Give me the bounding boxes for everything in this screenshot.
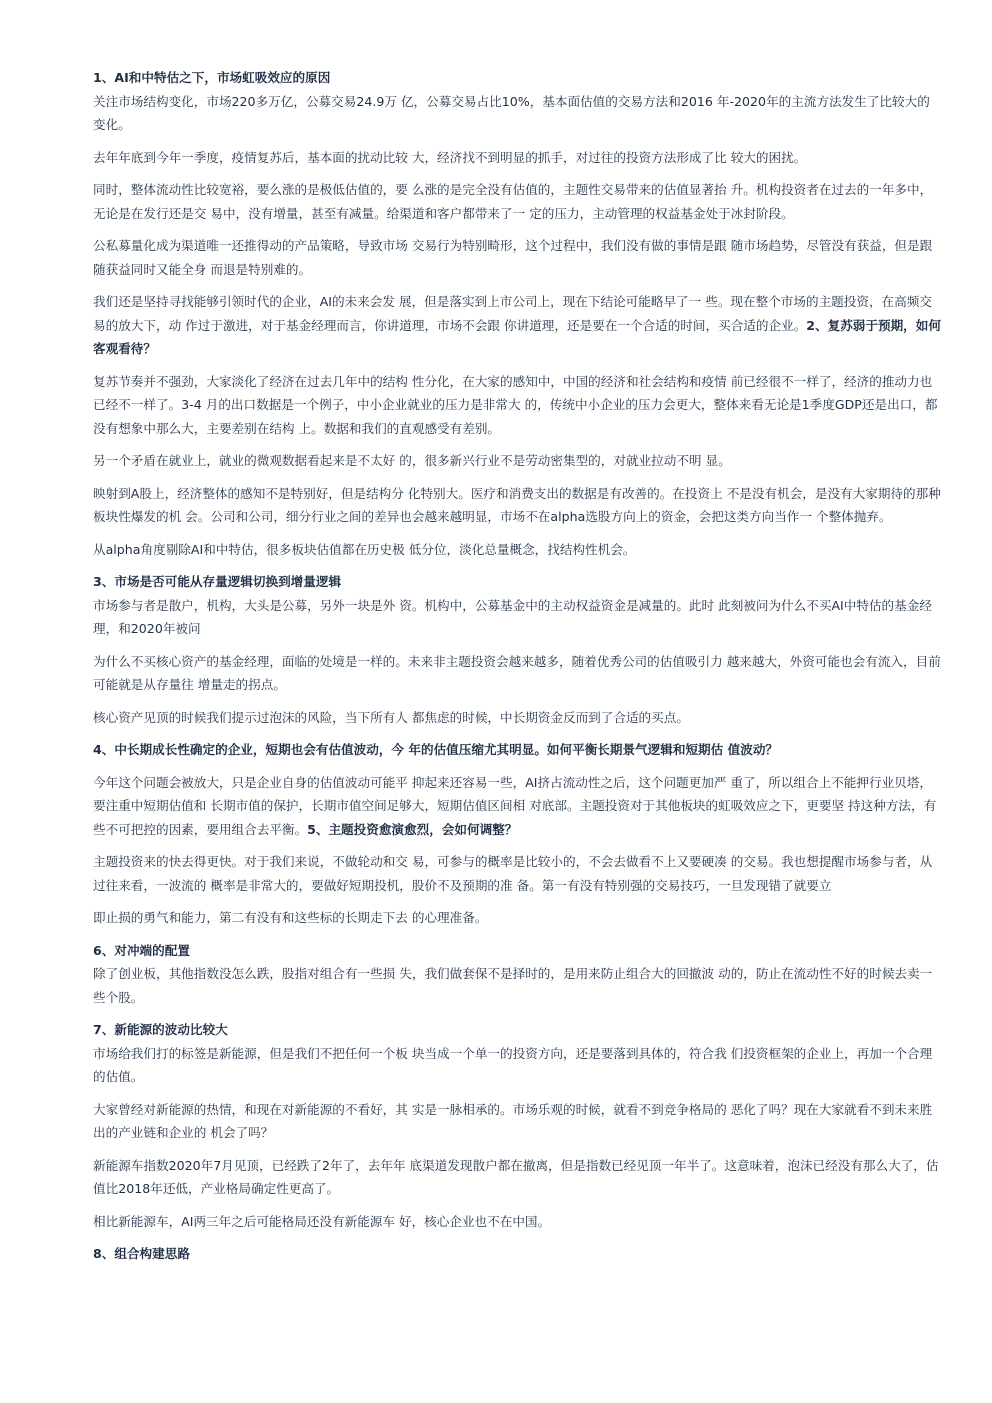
section-6-heading: 6、对冲端的配置 [93,942,190,958]
section-3-heading: 3、市场是否可能从存量逻辑切换到增量逻辑 [93,574,342,589]
section-2-paragraph-2: 另一个矛盾在就业上，就业的微观数据看起来是不太好 的，很多新兴行业不是劳动密集型的，对就业拉动不明 显。 [93,453,731,468]
section-7-paragraph-4: 相比新能源车，AI两三年之后可能格局还没有新能源车 好，核心企业也不在中国。 [93,1213,551,1229]
section-3-paragraph-1: 市场参与者是散户，机构，大头是公募，另外一块是外 资。机构中，公募基金中的主动权益资金是减量的。此时 此刻被问为什么不买AI中特估的基金经理，和2020年被问 [93,597,932,636]
section-6-paragraph-1: 除了创业板，其他指数没怎么跌，股指对组合有一些损 失，我们做套保不是择时的，是用来防止组合大的回撤波 动的，防止在流动性不好的时候去卖一些个股。 [93,966,933,1005]
section-4-heading: 4、中长期成长性确定的企业，短期也会有估值波动，今 年的估值压缩尤其明显。如何平衡长期景气逻辑和短期估 值波动？ [93,742,779,757]
section-5-paragraph-2: 即止损的勇气和能力，第二有没有和这些标的长期走下去 的心理准备。 [93,910,488,925]
section-1-heading: 1、AI和中特估之下，市场虹吸效应的原因 [93,70,331,85]
section-1-paragraph-2: 去年年底到今年一季度，疫情复苏后，基本面的扰动比较 大，经济找不到明显的抓手，对过往的投资方法形成了比 较大的困扰。 [93,149,807,165]
section-7-paragraph-3: 新能源车指数2020年7月见顶，已经跌了2年了，去年年 底渠道发现散户都在撤离，但是指数已经见顶一年半了。这意味着，泡沫已经没有那么大了，估值比2018年还低，产业格局确定性更高了。 [93,1157,939,1196]
section-1-paragraph-3: 同时，整体流动性比较宽裕，要么涨的是极低估值的，要 么涨的是完全没有估值的，主题性交易带来的估值显著抬 升。机构投资者在过去的一年多中，无论是在发行还是交 易中，没有增量，甚至有减量。给渠道和客户都带来了一 定的压力，主动管理的权益基金处于冰封阶段。 [93,182,933,221]
section-1-paragraph-4: 公私募量化成为渠道唯一还推得动的产品策略，导致市场 交易行为特别畸形，这个过程中，我们没有做的事情是跟 随市场趋势，尽管没有获益，但是跟随获益同时又能全身 而退是特别难的。 [93,238,933,277]
document-page [93,66,941,1266]
section-1-paragraph-5 [93,290,941,361]
section-1-paragraph-5-text: 我们还是坚持寻找能够引领时代的企业，AI的未来会发 展，但是落实到上市公司上，现在下结论可能略早了一 些。现在整个市场的主题投资，在高频交易的放大下，动 作过于激进，对于基金经理而言，你讲道理，市场不会跟 你讲道理，还是要在一个合适的时间，买合适的企业。 [93,294,932,333]
section-2-heading: 2、复苏弱于预期，如何客观看待？ [93,317,941,356]
section-2-paragraph-4: 从alpha角度剔除AI和中特估，很多板块估值都在历史极 低分位，淡化总量概念，找结构性机会。 [93,541,636,557]
section-5-heading: 5、主题投资愈演愈烈，会如何调整？ [307,821,518,837]
section-7-paragraph-2: 大家曾经对新能源的热情，和现在对新能源的不看好，其 实是一脉相承的。市场乐观的时候，就看不到竞争格局的 恶化了吗？现在大家就看不到未来胜出的产业链和企业的 机会了吗？ [93,1101,933,1140]
section-4-paragraph-1 [93,771,941,842]
section-5-paragraph-1: 主题投资来的快去得更快。对于我们来说，不做轮动和交 易，可参与的概率是比较小的，不会去做看不上又要硬凑 的交易。我也想提醒市场参与者，从过往来看，一波流的 概率是非常大的，要做好短期投机，股价不及预期的准 备。第一有没有特别强的交易技巧，一旦发现错了就要立 [93,854,933,893]
section-1-paragraph-1: 关注市场结构变化，市场220多万亿，公募交易24.9万 亿，公募交易占比10%，基本面估值的交易方法和2016 年-2020年的主流方法发生了比较大的变化。 [93,93,930,132]
section-4-paragraph-1-text: 今年这个问题会被放大，只是企业自身的估值波动可能平 抑起来还容易一些，AI挤占流动性之后，这个问题更加严 重了，所以组合上不能押行业贝塔，要注重中短期估值和 长期市值的保护，长期市值空间足够大，短期估值区间相 对底部。主题投资对于其他板块的虹吸效应之下，更要坚 持这种方法，有些不可把控的因素，要用组合去平衡。 [93,774,937,837]
section-3-paragraph-3: 核心资产见顶的时候我们提示过泡沫的风险，当下所有人 都焦虑的时候，中长期资金反而到了合适的买点。 [93,709,689,725]
section-2-paragraph-1: 复苏节奏并不强劲，大家淡化了经济在过去几年中的结构 性分化，在大家的感知中，中国的经济和社会结构和疫情 前已经很不一样了，经济的推动力也已经不一样了。3-4 月的出口数据是一个例子，中小企业就业的压力是非常大 的，传统中小企业的压力会更大，整体来看无论是1季度GDP还是出口，都没有想象中那么大，主要差别在结构 上。数据和我们的直观感受有差别。 [93,373,938,436]
section-3-paragraph-2: 为什么不买核心资产的基金经理，面临的处境是一样的。未来非主题投资会越来越多，随着优秀公司的估值吸引力 越来越大，外资可能也会有流入，目前可能就是从存量往 增量走的拐点。 [93,653,941,692]
section-8-heading: 8、组合构建思路 [93,1246,190,1261]
section-2-paragraph-3: 映射到A股上，经济整体的感知不是特别好，但是结构分 化特别大。医疗和消费支出的数据是有改善的。在投资上 不是没有机会，是没有大家期待的那种板块性爆发的机 会。公司和公司，细分行业之间的差异也会越来越明显，市场不在alpha选股方向上的资金，会把这类方向当作一 个整体抛弃。 [93,485,941,524]
section-7-heading: 7、新能源的波动比较大 [93,1022,228,1037]
section-7-paragraph-1: 市场给我们打的标签是新能源，但是我们不把任何一个板 块当成一个单一的投资方向，还是要落到具体的，符合我 们投资框架的企业上，再加一个合理的估值。 [93,1045,933,1084]
